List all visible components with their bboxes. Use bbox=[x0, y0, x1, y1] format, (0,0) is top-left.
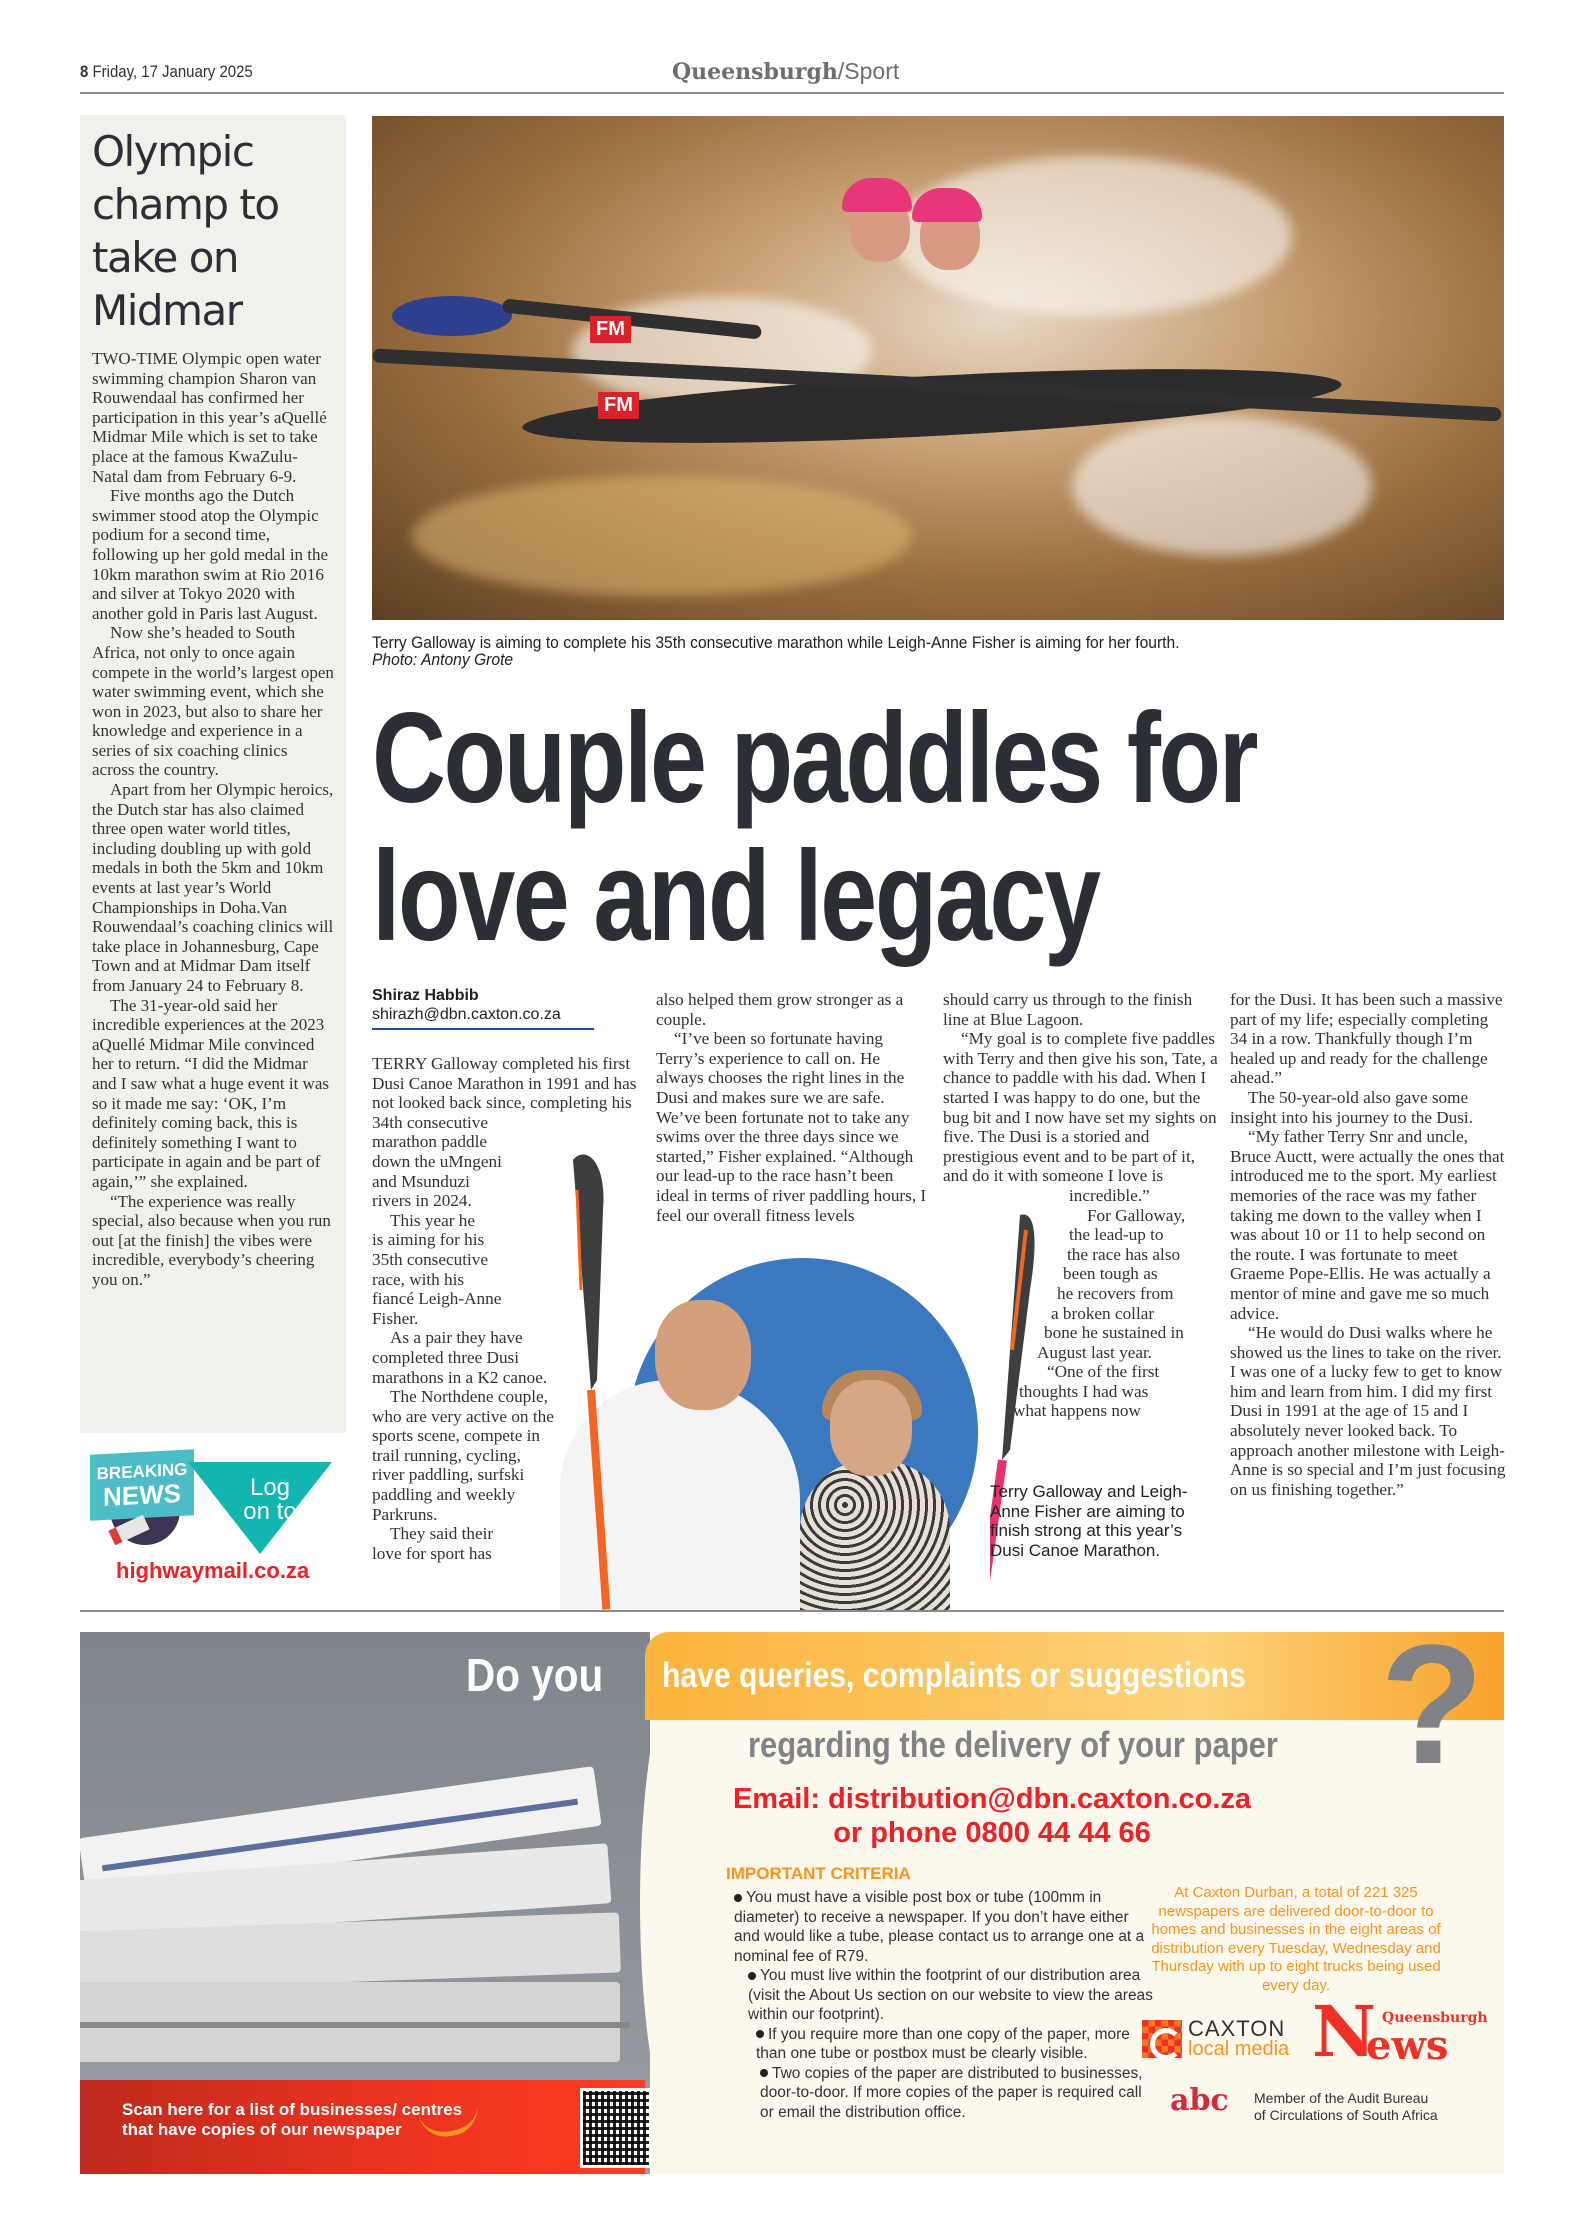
page-header-date bbox=[80, 62, 253, 82]
photo-credit: Photo: Antony Grote bbox=[372, 650, 514, 669]
scan-banner bbox=[80, 2080, 645, 2174]
issue-date: Friday, 17 January 2025 bbox=[92, 62, 253, 81]
page-number: 8 bbox=[80, 62, 89, 81]
sidebar-paragraph: Five months ago the Dutch swimmer stood atop the Olympic podium for a second time, following up her gold medal in the 10km marathon swim at Rio 2016 and silver at Tokyo 2020 with another gold in Paris last August. bbox=[92, 486, 329, 623]
abc-membership: Member of the Audit Bureau of Circulations of South Africa bbox=[1254, 2090, 1438, 2123]
article-column-2: also helped them grow stronger as a couple. “I’ve been so fortunate having Terry’s experience to call on. He always chooses the right lines in the Dusi and makes sure we are safe. We’ve been fortunate not to take any swims over the three days since we started,” Fisher explained. “Although our lead-up to the race hasn’t been ideal in terms of river paddling hours, I feel our overall fitness levels bbox=[656, 990, 927, 1225]
criteria-item: You must live within the footprint of our distribution area (visit the About Us section on our website to view the areas within our footprint). bbox=[748, 1967, 1153, 2023]
leigh-anne-fisher-figure bbox=[800, 1460, 950, 1610]
photo-caption: Terry Galloway is aiming to complete his 35th consecutive marathon while Leigh-Anne Fisher is aiming for her fourth. Photo: Antony Grote bbox=[372, 633, 1180, 669]
distribution-email[interactable]: Email: distribution@dbn.caxton.co.za bbox=[732, 1783, 1252, 1815]
criteria-title: IMPORTANT CRITERIA bbox=[726, 1864, 911, 1883]
sidebar-paragraph: Now she’s headed to South Africa, not only to once again compete in the world’s largest open water swimming event, which she won in 2023, but also to share her knowledge and experience in a series of six coaching clinics across the country. bbox=[92, 623, 334, 780]
log-on-text: Log on to bbox=[243, 1474, 297, 1525]
fm-logo: FM bbox=[590, 316, 631, 343]
article-column-4: for the Dusi. It has been such a massive part of my life; especially completing 34 in a row. Thankfully though I’m healed up and ready for the challenge ahead.” The 50-year-old also gave some insight into his journey to the Dusi. “My father Terry Snr and uncle, Bruce Auctt, were actually the ones that introduced me to the sport. My earliest memories of the race was my father taking me down to the valley when I was about 10 or 11 to help second on the route. I was fortunate to meet Graeme Pope-Ellis. He was actually a mentor of mine and gave me so much advice. “He would do Dusi walks where he showed us the lines to take on the river. I was one of a lucky few to get to know him and learn from him. I did my first Dusi in 1991 at the age of 15 and I absolutely never looked back. To approach another milestone with Leigh-Anne is so special and I’m just focusing on us finishing together.” bbox=[1230, 990, 1506, 1499]
sidebar-paragraph: Apart from her Olympic heroics, the Dutch star has also claimed three open water world titles, including doubling up with gold medals in both the 5km and 10km events at last year’s World Championships in Doha.Van Rouwendaal’s coaching clinics will take place in Johannesburg, Cape Town and at Midmar Dam itself from January 24 to February 8. bbox=[92, 780, 334, 995]
ad-do-you: Do you bbox=[466, 1649, 604, 1701]
cutout-photo-caption: Terry Galloway and Leigh-Anne Fisher are aiming to finish strong at this year’s Dusi Canoe Marathon. bbox=[990, 1482, 1188, 1560]
question-mark-icon: ? bbox=[1380, 1632, 1484, 1800]
qr-code[interactable] bbox=[580, 2088, 652, 2168]
publication-name: Queensburgh bbox=[672, 59, 838, 85]
sidebar-paragraph: The 31-year-old said her incredible experiences at the 2023 aQuellé Midmar Mile convinced her to return. “I did the Midmar and I saw what a huge event it was so it made me say: ‘OK, I’m definitely coming back, this is definitely something I want to participate in again and be part of again,’” she explained. bbox=[92, 995, 329, 1191]
section-masthead bbox=[672, 58, 899, 86]
byline bbox=[372, 986, 561, 1024]
criteria-list bbox=[726, 1888, 1156, 2122]
ad-regarding: regarding the delivery of your paper bbox=[748, 1724, 1278, 1765]
sidebar-article bbox=[80, 115, 346, 1433]
criteria-item: Two copies of the paper are distributed to businesses, door-to-door. If more copies of the paper is required call or email the distribution office. bbox=[760, 2064, 1143, 2121]
leigh-anne-fisher-head bbox=[830, 1380, 912, 1476]
sidebar-paragraph: “The experience was really special, also because when you run out [at the finish] the vibes were incredible, everybody’s cheering you on.” bbox=[92, 1191, 331, 1289]
header-divider bbox=[80, 92, 1504, 94]
scan-text: Scan here for a list of businesses/ centres that have copies of our newspaper bbox=[122, 2100, 463, 2139]
breaking-news-badge: BREAKING NEWS bbox=[90, 1449, 194, 1520]
terry-galloway-head bbox=[655, 1300, 751, 1410]
bullet-icon bbox=[760, 2069, 768, 2077]
ad-contact bbox=[732, 1782, 1252, 1850]
highwaymail-link[interactable]: highwaymail.co.za bbox=[116, 1558, 310, 1583]
section-divider bbox=[80, 1610, 1504, 1612]
distribution-phone[interactable]: or phone 0800 44 44 66 bbox=[833, 1817, 1151, 1849]
fm-logo: FM bbox=[598, 392, 639, 419]
article-column-3: should carry us through to the finish line at Blue Lagoon. “My goal is to complete five paddles with Terry and then give his son, Tate, a chance to paddle with his dad. When I started I was happy to do one, but the bug bit and I now have set my sights on five. The Dusi is a storied and prestigious event and to be part of it, and do it with someone I love is incredible.” For Galloway, the lead-up to the race has also been tough as he recovers from a broken collar bone he sustained in August last year. “One of the first thoughts I had was what happens now bbox=[943, 990, 1218, 1421]
sidebar-body bbox=[92, 349, 334, 1290]
sidebar-headline: Olympic champ to take on Midmar bbox=[92, 127, 279, 335]
byline-underline bbox=[372, 1028, 594, 1030]
abc-logo: abc bbox=[1170, 2083, 1229, 2118]
bullet-icon bbox=[756, 2030, 764, 2038]
caxton-c-icon bbox=[1142, 2020, 1182, 2058]
main-kayak-photo bbox=[372, 116, 1504, 620]
author-name: Shiraz Habbib bbox=[372, 987, 479, 1004]
delivery-statistic: At Caxton Durban, a total of 221 325 newspapers are delivered door-to-door to homes and businesses in the eight areas of distribution every Tuesday, Wednesday and Thursday with up to eight trucks being used every day. bbox=[1151, 1884, 1441, 1994]
queensburgh-news-logo: N Queensburgh ews bbox=[1312, 1990, 1488, 2073]
article-headline: Couple paddles for love and legacy bbox=[372, 687, 1257, 968]
bullet-icon bbox=[734, 1894, 742, 1902]
article-column-1: TERRY Galloway completed his first Dusi Canoe Marathon in 1991 and has not looked back since, completing his 34th consecutive marathon paddle down the uMngeni and Msunduzi rivers in 2024. This year he is aiming for his 35th consecutive race, with his fiancé Leigh-Anne Fisher. As a pair they have completed three Dusi marathons in a K2 canoe. The Northdene couple, who are very active on the sports scene, compete in trail running, cycling, river paddling, surfski paddling and weekly Parkruns. They said their love for sport has bbox=[372, 1054, 637, 1563]
breaking-news-ad[interactable] bbox=[80, 1440, 346, 1590]
criteria-item: You must have a visible post box or tube (100mm in diameter) to receive a newspaper. If you don’t have either and would like a tube, please contact us to arrange one at a nominal fee of R79. bbox=[734, 1889, 1145, 1965]
bullet-icon bbox=[748, 1972, 756, 1980]
criteria-item: If you require more than one copy of the paper, more than one tube or postbox must be clearly visible. bbox=[756, 2025, 1130, 2062]
section-name: /Sport bbox=[837, 58, 900, 84]
author-email[interactable]: shirazh@dbn.caxton.co.za bbox=[372, 1006, 561, 1023]
distribution-ad bbox=[80, 1632, 1504, 2174]
ad-queries: have queries, complaints or suggestions bbox=[662, 1656, 1246, 1695]
sidebar-paragraph: TWO-TIME Olympic open water swimming champion Sharon van Rouwendaal has confirmed her participation in this year’s aQuellé Midmar Mile which is set to take place at the famous KwaZulu-Natal dam from February 6-9. bbox=[92, 349, 327, 486]
caxton-logo: CAXTON local media bbox=[1142, 2014, 1292, 2060]
